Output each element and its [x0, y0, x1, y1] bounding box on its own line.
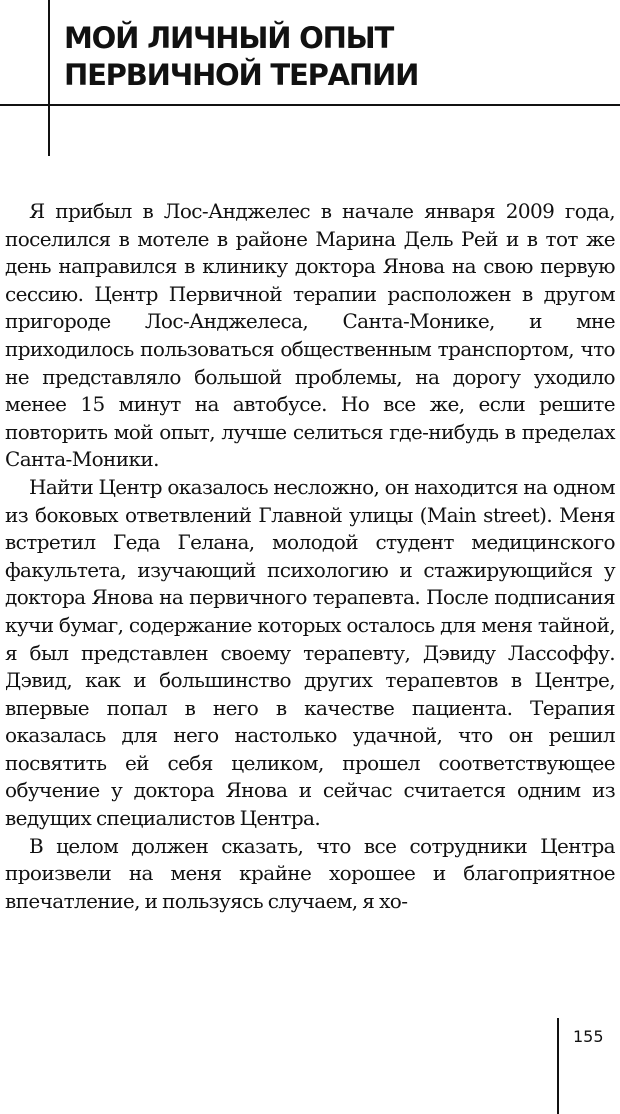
body-text: [5, 198, 615, 915]
footer-vertical-rule: [557, 1018, 559, 1114]
chapter-title: [64, 20, 604, 94]
chapter-title-line-1: МОЙ ЛИЧНЫЙ ОПЫТ: [64, 21, 394, 55]
paragraph-2: Найти Центр оказалось несложно, он находится на одном из боковых ответвлений Главной улицы (Main street). Меня встретил Геда Гелана, молодой студент медицинского факультета, изучающий психологию и стажирующийся у доктора Янова на первичного терапевта. После подписания кучи бумаг, содержание которых осталось для меня тайной, я был представлен своему терапевту, Дэвиду Лассоффу. Дэвид, как и большинство других терапевтов в Центре, впервые попал в него в качестве пациента. Терапия оказалась для него настолько удачной, что он решил посвятить ей себя целиком, прошел соответствующее обучение у доктора Янова и сейчас считается одним из ведущих специалистов Центра.: [5, 474, 615, 831]
chapter-title-line-2: ПЕРВИЧНОЙ ТЕРАПИИ: [64, 58, 419, 92]
paragraph-3: В целом должен сказать, что все сотрудники Центра произвели на меня крайне хорошее и благоприятное впечатление, и пользуясь случаем, я хо-: [5, 833, 615, 913]
header-vertical-rule: [48, 0, 50, 156]
paragraph-1: Я прибыл в Лос-Анджелес в начале января 2009 года, поселился в мотеле в районе Марина Дель Рей и в тот же день направился в клинику доктора Янова на свою первую сессию. Центр Первичной терапии расположен в другом пригороде Лос-Анджелеса, Санта-Монике, и мне приходилось пользоваться общественным транспортом, что не представляло большой проблемы, на дорогу уходило менее 15 минут на автобусе. Но все же, если решите повторить мой опыт, лучше селиться где-нибудь в пределах Санта-Моники.: [5, 199, 615, 472]
header-horizontal-rule: [0, 104, 620, 106]
page-number: 155: [573, 1027, 604, 1046]
